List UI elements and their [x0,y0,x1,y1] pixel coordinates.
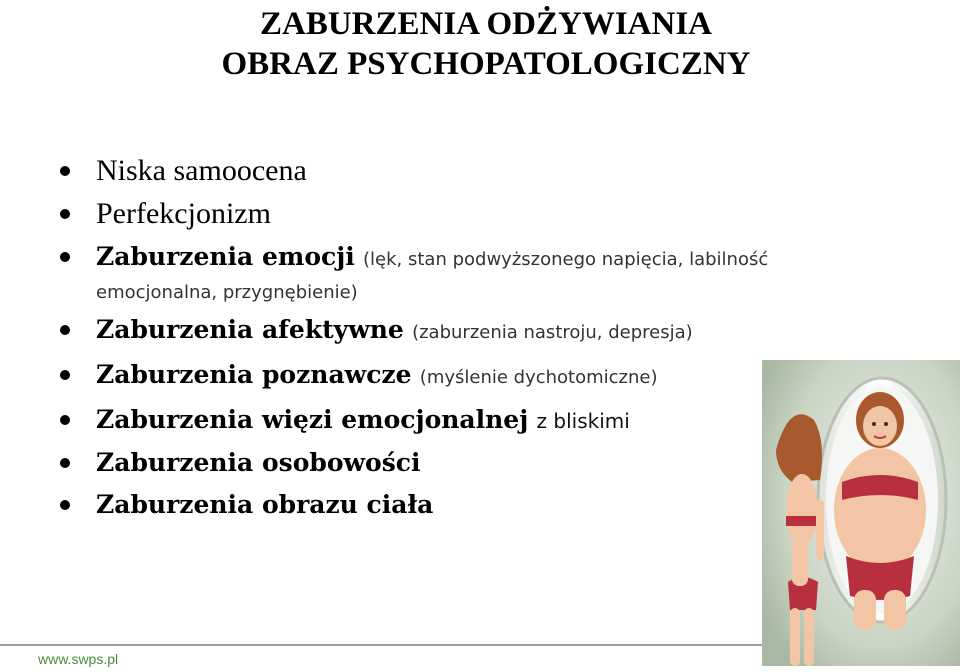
bullet-icon [60,252,70,262]
slide-title [0,4,960,84]
bullet-icon [60,166,70,176]
bullet-detail: (zaburzenia nastroju, depresja) [412,322,693,343]
bullet-icon [60,325,70,335]
bullet-detail: (myślenie dychotomiczne) [419,367,658,388]
bullet-icon [60,209,70,219]
bullet-main: Zaburzenia osobowości [96,448,421,477]
bullet-detail: z bliskimi [536,409,630,433]
bullet-main: Zaburzenia emocji [96,242,355,271]
footer-url: www.swps.pl [38,651,119,667]
footer-divider [0,644,762,646]
slide-title-line2: OBRAZ PSYCHOPATOLOGICZNY [221,46,751,82]
bullet-main: Niska samoocena [96,154,307,187]
bullet-main: Zaburzenia afektywne [96,315,404,344]
bullet-main: Zaburzenia obrazu ciała [96,490,434,519]
bullet-main: Perfekcjonizm [96,197,271,230]
bullet-detail: (lęk, stan podwyższonego napięcia, labilność [363,249,769,270]
woman-mirror-illustration [762,360,960,666]
list-item [56,150,916,193]
list-item [56,193,916,236]
bullet-icon [60,500,70,510]
bullet-main: Zaburzenia więzi emocjonalnej [96,405,529,434]
bullet-main: Zaburzenia poznawcze [96,360,412,389]
bullet-icon [60,458,70,468]
bullet-icon [60,415,70,425]
list-item [56,309,916,354]
list-item [56,236,916,309]
bullet-icon [60,370,70,380]
slide-title-line1: ZABURZENIA ODŻYWIANIA [260,6,712,42]
bullet-detail-line2: emocjonalna, przygnębienie) [96,282,358,303]
